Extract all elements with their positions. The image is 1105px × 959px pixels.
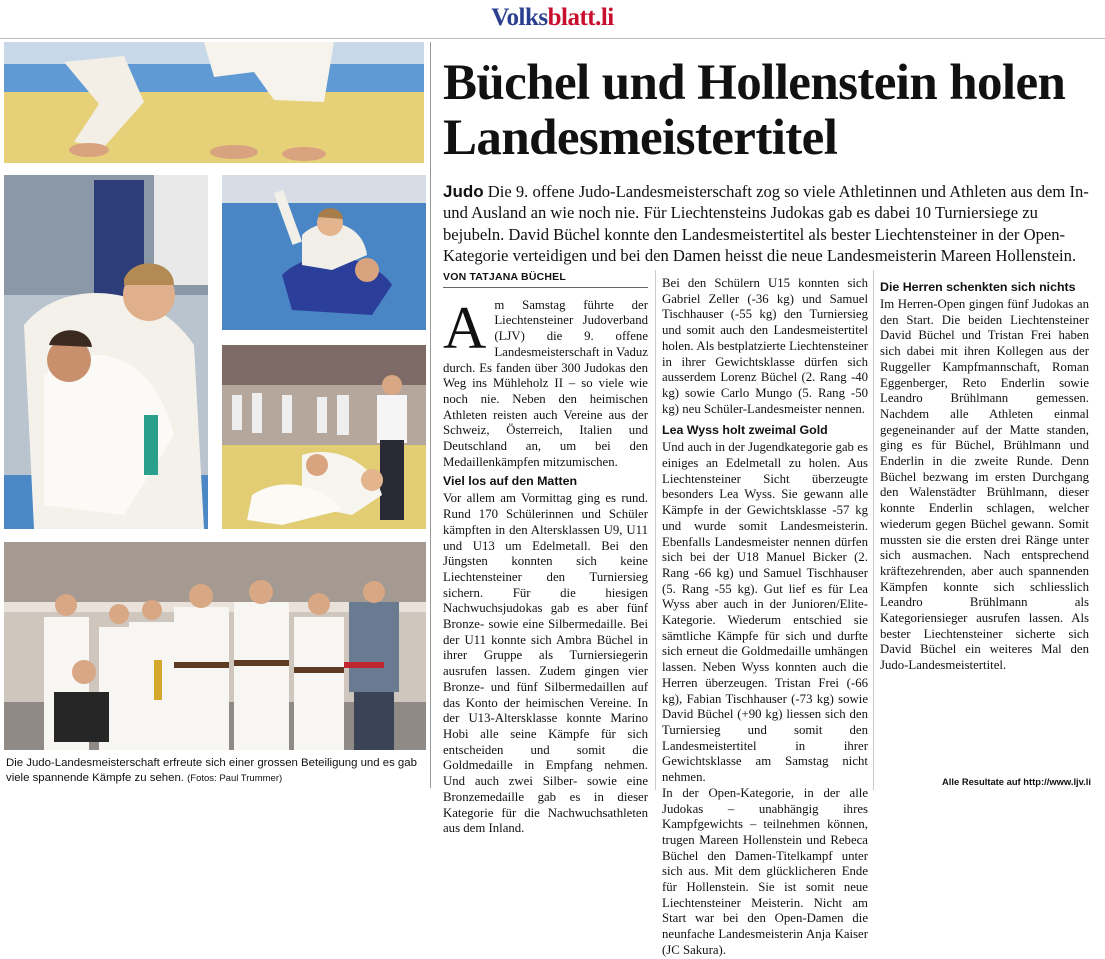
photo-credit: (Fotos: Paul Trummer) [187, 773, 283, 784]
photo-judo-throw [4, 175, 208, 529]
paragraph-jugend: Und auch in der Jugendkategorie gab es einiges an Edelmetall zu holen. Aus Liechtensteiner Sicht überzeugte besonders Lea Wyss. Sie gewann alle Kämpfe in der Gewichtsklasse -57 kg und wurde somit Landesmeisterin. Ebenfalls Landesmeister nennen dürfen sich bei der U18 Manuel Bicker (2. Rang -66 kg) und Samuel Tischhauser (5. Rang -55 kg). Gut lief es für Lea Wyss aber auch in der Junioren/Elite-Kategorie. Wiederum entschied sie sämtliche Kämpfe für sich und durfte sich erneut die Goldmedaille umhängen lassen. Neben Wyss konnten auch die Herren überzeugen. Tristan Frei (-66 kg), Fabian Tischhauser (-73 kg) sowie David Büchel (+90 kg) liessen sich den Turniersieg und somit den Landesmeistertitel in ihrer Gewichtsklasse am Samstag nicht nehmen. [662, 440, 868, 785]
article-column-2 [662, 276, 868, 959]
lead-text: Die 9. offene Judo-Landesmeisterschaft zog so viele Athletinnen und Athleten aus dem In- und Ausland an wie noch nie. Für Liechtensteins Judokas gab es dabei 10 Turniersiege zu bejubeln. David Büchel konnte den Landesmeistertitel als bester Liechtensteiner in der Open-Kategorie verteidigen und bei den Damen heisst die neue Landesmeisterin Mareen Hollenstein. [443, 182, 1089, 266]
column-divider [430, 42, 431, 788]
photo-judo-referee [222, 345, 426, 529]
column-rule [873, 270, 874, 790]
masthead [0, 0, 1105, 39]
paragraph-u15: Bei den Schülern U15 konnten sich Gabriel Zeller (-36 kg) und Samuel Tischhauser (-55 kg) den Turniersieg und somit auch den Landesmeistertitel holen. Als bestplatzierte Liechtensteiner in ihrer Gewichtsklasse dürfen sich ausserdem Lorenz Büchel (2. Rang -40 kg) sowie Carlo Mungo (5. Rang -50 kg) neu Schüler-Landesmeister nennen. [662, 276, 868, 416]
subheading-matten: Viel los auf den Matten [443, 474, 578, 489]
article-lead [443, 181, 1095, 267]
subheading-herren: Die Herren schenkten sich nichts [880, 280, 1076, 294]
volksblatt-logo[interactable]: Volksblatt.li [491, 4, 614, 31]
caption-text: Die Judo-Landesmeisterschaft erfreute sich einer grossen Beteiligung und es gab viele spannende Kämpfe zu sehen. [6, 757, 417, 784]
author-byline: VON TATJANA BÜCHEL [443, 270, 648, 288]
photo-judo-groundwork [222, 175, 426, 330]
column-rule [655, 270, 656, 790]
paragraph-vormittag: Vor allem am Vormittag ging es rund. Rund 170 Schülerinnen und Schüler kämpften in den Altersklassen U9, U11 und U13 um Edelmetall. Bei den Jüngsten konnten sich keine Liechtensteiner den Turniersieg sichern. Für die hiesigen Nachwuchsjudokas gab es aber fünf Bronze- sowie eine Silbermedaille. Bei der U11 konnte sich Ambra Büchel in ihrer Gruppe als Turniersiegerin ausrufen lassen. Zudem gingen vier Bronze- und fünf Silbermedaillen auf das Konto der heimischen Vereine. In der U13-Altersklasse konnte Marino Hobi alle seine Kämpfe für sich entscheiden und somit die Goldmedaille in Empfang nehmen. Und auch zwei Silber- sowie eine Bronzemedaille gab es in dieser Kategorie für die Nachwuchsathleten aus dem Inland. [443, 491, 648, 836]
drop-cap: A [443, 294, 487, 361]
paragraph-herren-open: Im Herren-Open gingen fünf Judokas an den Start. Die beiden Liechtensteiner David Büchel und Tristan Frei haben sich dabei mit ihren Kollegen aus der Ruggeller Kampfmannschaft, Roman Eggenberger, Reto Enderlin sowie Leandro Brühlmann gemessen. Nachdem alle Athleten einmal gegeneinander auf der Matte standen, ging es für Büchel, Brühlmann und Enderlin in die zweite Runde. Denn Büchel bezwang im ersten Durchgang den Walenstädter Brühlmann, dieser konnte Enderlin schlagen, welcher wiederum gegen Büchel gewann. Somit mussten sie die ersten drei Ränge unter sich ausmachen. Nach entsprechend kräftezehrenden, aber auch spannenden Kämpfen konnte sich schliesslich Leandro Brühlmann als Kategoriensieger ausrufen lassen. Als bester Liechtensteiner sicherte sich David Büchel ein weiteres Mal den Judo-Landesmeistertitel. [880, 297, 1089, 673]
paragraph-intro: m Samstag führte der Liechtensteiner Judoverband (LJV) die 9. offene Landesmeisterschaft in Vaduz durch. Es fanden über 300 Judokas den Weg ins Mühleholz II – so viele wie noch nie. Neben den heimischen Athleten reisten auch Vereine aus der Schweiz, Österreich, Italien und Deutschland an, um bei den Medaillenkämpfen mitzumischen. [443, 297, 648, 469]
article-column-3 [880, 276, 1089, 674]
article-headline: Büchel und Hollenstein holen Landesmeistertitel [443, 55, 1066, 166]
photo-judo-team [4, 542, 426, 750]
results-link[interactable]: Alle Resultate auf http://www.ljv.li [942, 776, 1091, 787]
article-column-1 [443, 270, 648, 837]
photo-caption [6, 756, 426, 786]
photo-judo-feet [4, 42, 424, 163]
lead-kicker: Judo [443, 182, 484, 201]
subheading-lea-wyss: Lea Wyss holt zweimal Gold [662, 423, 828, 438]
paragraph-open-damen: In der Open-Kategorie, in der alle Judokas – unabhängig ihres Kampfgewichts – teilnehmen können, trugen Mareen Hollenstein und Rebeca Büchel den Damen-Titelkampf unter sich aus. Mit dem glücklicheren Ende für Hollenstein. Sie ist somit neue Liechtensteiner Meisterin. Nicht am Start war bei den Open-Damen die neunfache Landesmeisterin Anja Kaiser (JC Sakura). [662, 785, 868, 957]
